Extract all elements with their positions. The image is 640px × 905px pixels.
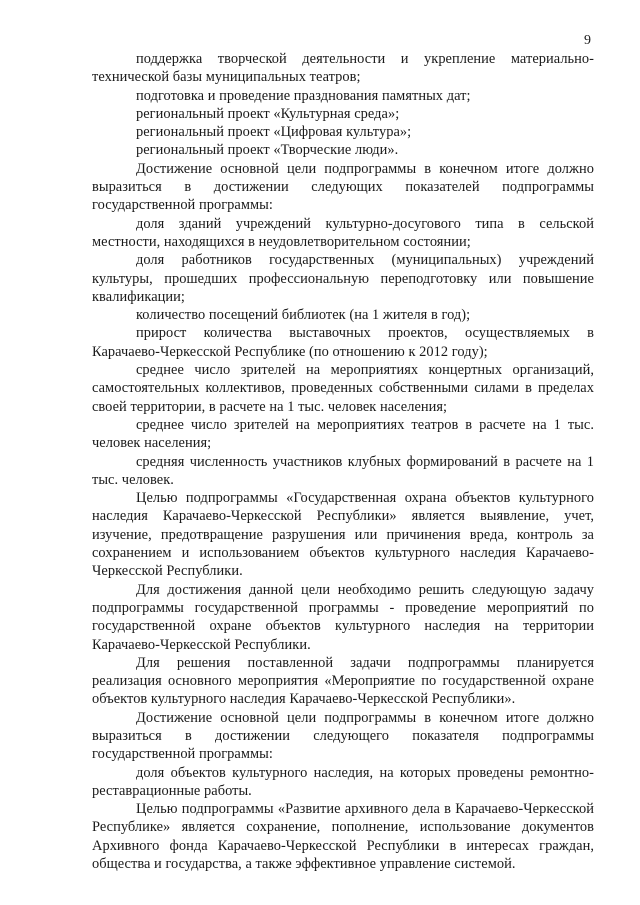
- page-number: 9: [584, 33, 591, 48]
- paragraph: Для решения поставленной задачи подпрограммы планируется реализация основного мероприятия «Мероприятие по государственной охране объектов культурного наследия Карачаево-Черкесской Республики».: [92, 654, 594, 708]
- paragraph: Целью подпрограммы «Развитие архивного дела в Карачаево-Черкесской Республике» является сохранение, пополнение, использование документов Архивного фонда Карачаево-Черкесской Республики в интересах граждан, общества и государства, а также эффективное управление системой.: [92, 801, 594, 873]
- paragraph: прирост количества выставочных проектов, осуществляемых в Карачаево-Черкесской Республике (по отношению к 2012 году);: [92, 325, 594, 360]
- paragraph: Для достижения данной цели необходимо решить следующую задачу подпрограммы государственной программы - проведение мероприятий по государственной охране объектов культурного наследия на территории Карачаево-Черкесской Республики.: [92, 581, 594, 653]
- paragraph: Достижение основной цели подпрограммы в конечном итоге должно выразиться в достижении следующего показателя подпрограммы государственной программы:: [92, 709, 594, 763]
- paragraph: поддержка творческой деятельности и укрепление материально-технической базы муниципальных театров;: [92, 51, 594, 86]
- paragraph: Целью подпрограммы «Государственная охрана объектов культурного наследия Карачаево-Черкесской Республики» является выявление, учет, изучение, предотвращение разрушения или причинения вреда, контроль за сохранением и использованием объектов культурного наследия Карачаево-Черкесской Республики.: [92, 490, 594, 580]
- paragraph: доля объектов культурного наследия, на которых проведены ремонтно-реставрационные работы.: [92, 764, 594, 799]
- paragraph: региональный проект «Цифровая культура»;: [136, 124, 412, 141]
- paragraph: среднее число зрителей на мероприятиях концертных организаций, самостоятельных коллективов, проведенных собственными силами в пределах своей территории, в расчете на 1 тыс. человек населения;: [92, 362, 594, 415]
- paragraph: средняя численность участников клубных формирований в расчете на 1 тыс. человек.: [92, 453, 594, 488]
- paragraph: доля зданий учреждений культурно-досугового типа в сельской местности, находящихся в неудовлетворительном состоянии;: [92, 215, 594, 250]
- paragraph: региональный проект «Творческие люди».: [136, 142, 399, 159]
- paragraph: среднее число зрителей на мероприятиях театров в расчете на 1 тыс. человек населения;: [92, 416, 594, 452]
- paragraph: Достижение основной цели подпрограммы в конечном итоге должно выразиться в достижении следующих показателей подпрограммы государственной программы:: [92, 160, 594, 214]
- paragraph: количество посещений библиотек (на 1 жителя в год);: [136, 307, 471, 324]
- document-body: [92, 50, 594, 873]
- paragraph: региональный проект «Культурная среда»;: [136, 105, 400, 122]
- paragraph: доля работников государственных (муниципальных) учреждений культуры, прошедших профессиональную переподготовку или повышение квалификации;: [92, 252, 594, 305]
- paragraph: подготовка и проведение празднования памятных дат;: [136, 87, 471, 104]
